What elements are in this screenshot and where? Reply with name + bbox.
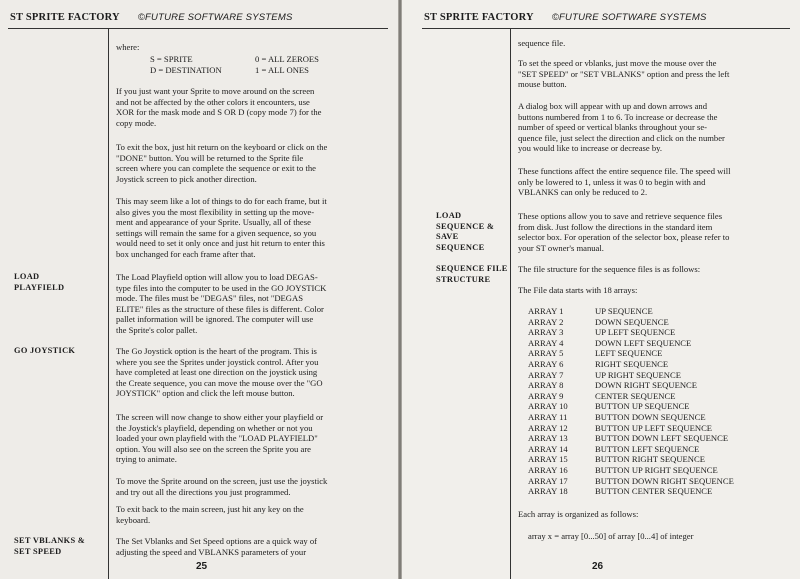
paragraph: These functions affect the entire sequence file. The speed will only be lowered to 1, unless it was 0 to begin with and VBLANKS can only be reduced to 2. — [518, 166, 731, 198]
legend-key: S = SPRITE — [150, 54, 193, 64]
array-description: DOWN RIGHT SEQUENCE — [595, 380, 698, 391]
array-row — [518, 338, 734, 349]
array-name: ARRAY 14 — [528, 443, 568, 454]
array-description: BUTTON LEFT SEQUENCE — [595, 443, 700, 454]
array-description: UP LEFT SEQUENCE — [595, 327, 676, 338]
running-header — [10, 12, 292, 23]
array-name: ARRAY 12 — [528, 422, 568, 433]
array-row — [518, 412, 734, 423]
column-rule — [108, 28, 109, 579]
array-row — [518, 476, 734, 487]
array-description: BUTTON UP RIGHT SEQUENCE — [595, 464, 718, 475]
header-rule — [8, 28, 388, 29]
sidehead-load-save-sequence: LOAD SEQUENCE & SAVE SEQUENCE — [436, 211, 495, 252]
array-row — [518, 465, 734, 476]
column-rule — [510, 28, 511, 579]
legend-value: 0 = ALL ZEROES — [255, 54, 319, 64]
array-description: LEFT SEQUENCE — [595, 348, 663, 359]
paragraph: The Set Vblanks and Set Speed options are a quick way of adjusting the speed and VBLANKS parameters of your — [116, 536, 318, 557]
array-description: BUTTON DOWN SEQUENCE — [595, 411, 706, 422]
array-row — [518, 380, 734, 391]
paragraph: Each array is organized as follows: — [518, 509, 639, 519]
paragraph: To exit the box, just hit return on the keyboard or click on the "DONE" button. You will be returned to the Sprite file screen where you can complete the sequence or exit to the Joystick screen to pick another direction. — [116, 142, 328, 184]
array-name: ARRAY 7 — [528, 369, 564, 380]
array-description: DOWN LEFT SEQUENCE — [595, 337, 692, 348]
array-row — [518, 444, 734, 455]
array-name: ARRAY 2 — [528, 316, 564, 327]
array-name: ARRAY 17 — [528, 475, 568, 486]
running-header — [424, 12, 706, 23]
array-name: ARRAY 4 — [528, 337, 564, 348]
paragraph: The Load Playfield option will allow you to load DEGAS- type files into the computer to be used in the GO JOYSTICK mode. The files must be "DEGAS" files, not "DEGAS ELITE" files as the structure of these files is different. Color pallet information will be ignored. The computer will use the Sprite's color pallet. — [116, 272, 327, 335]
paragraph: The Go Joystick option is the heart of the program. This is where you see the Sprites under joystick control. After you have completed at least one direction on the joystick using the Create sequence, you can move the mouse over the "GO JOYSTICK" option and click the left mouse button. — [116, 346, 323, 399]
array-name: ARRAY 9 — [528, 390, 564, 401]
header-title: ST SPRITE FACTORY — [424, 12, 534, 23]
array-description: BUTTON RIGHT SEQUENCE — [595, 454, 705, 465]
array-description: CENTER SEQUENCE — [595, 390, 676, 401]
array-description: UP RIGHT SEQUENCE — [595, 369, 681, 380]
array-table — [518, 306, 734, 497]
page-number: 26 — [592, 561, 604, 572]
header-rule — [422, 28, 790, 29]
sidehead-go-joystick: GO JOYSTICK — [14, 346, 76, 355]
array-description: UP SEQUENCE — [595, 306, 653, 316]
array-description: DOWN SEQUENCE — [595, 316, 669, 327]
where-legend — [150, 54, 319, 75]
sidehead-set-vblanks: SET VBLANKS & SET SPEED — [14, 536, 86, 556]
paragraph: This may seem like a lot of things to do for each frame, but it also gives you the most flexibility in setting up the move- ment and appearance of your Sprite. Usually, all of these settings will remain the same for a given sequence, so you would need to set it only once and just hit return to enter this box unchanged for each frame after that. — [116, 196, 327, 259]
paragraph: To exit back to the main screen, just hit any key on the keyboard. — [116, 504, 304, 525]
array-row — [518, 306, 734, 317]
array-description: RIGHT SEQUENCE — [595, 358, 669, 369]
array-row — [518, 348, 734, 359]
array-row — [518, 391, 734, 402]
array-description: BUTTON DOWN RIGHT SEQUENCE — [595, 475, 734, 486]
paragraph: sequence file. — [518, 38, 566, 48]
header-company: ©FUTURE SOFTWARE SYSTEMS — [551, 12, 707, 23]
page-number: 25 — [196, 561, 208, 572]
array-row — [518, 327, 734, 338]
array-name: ARRAY 11 — [528, 411, 568, 422]
array-name: ARRAY 6 — [528, 358, 564, 369]
array-description: BUTTON CENTER SEQUENCE — [595, 486, 713, 497]
legend-key: D = DESTINATION — [150, 64, 222, 75]
array-row — [518, 317, 734, 328]
array-description: BUTTON UP LEFT SEQUENCE — [595, 422, 713, 433]
array-definition: array x = array [0...50] of array [0...4] of integer — [528, 531, 694, 541]
array-name: ARRAY 1 — [528, 306, 564, 316]
array-name: ARRAY 13 — [528, 433, 568, 444]
paragraph: To set the speed or vblanks, just move the mouse over the "SET SPEED" or "SET VBLANKS" option and press the left mouse button. — [518, 58, 730, 90]
array-name: ARRAY 3 — [528, 327, 564, 338]
where-label: where: — [116, 42, 140, 52]
paragraph: The file structure for the sequence files is as follows: — [518, 264, 701, 274]
array-row — [518, 359, 734, 370]
array-row — [518, 486, 734, 497]
array-name: ARRAY 8 — [528, 380, 564, 391]
array-name: ARRAY 18 — [528, 486, 568, 497]
array-row — [518, 370, 734, 381]
paragraph: The screen will now change to show either your playfield or the Joystick's playfield, depending on whether or not you loaded your own playfield with the "LOAD PLAYFIELD" option. You will also see on the screen the Sprite you are trying to animate. — [116, 412, 324, 465]
paragraph: A dialog box will appear with up and down arrows and buttons numbered from 1 to 6. To increase or decrease the number of speed or vertical blanks throughout your se- quence file, just select the direction and click on the number you would like to increase or decrease by. — [518, 101, 725, 154]
array-name: ARRAY 16 — [528, 464, 568, 475]
array-name: ARRAY 10 — [528, 401, 568, 412]
paragraph: To move the Sprite around on the screen, just use the joystick and try out all the directions you just programmed. — [116, 476, 328, 497]
paragraph: If you just want your Sprite to move around on the screen and not be affected by the other colors it encounters, use XOR for the mask mode and S OR D (copy mode 7) for the copy mode. — [116, 86, 322, 128]
array-row — [518, 454, 734, 465]
right-page — [402, 0, 800, 579]
array-row — [518, 433, 734, 444]
array-description: BUTTON DOWN LEFT SEQUENCE — [595, 433, 729, 444]
array-name: ARRAY 15 — [528, 454, 568, 465]
array-name: ARRAY 5 — [528, 348, 564, 359]
legend-value: 1 = ALL ONES — [255, 64, 309, 75]
paragraph: These options allow you to save and retrieve sequence files from disk. Just follow the directions in the standard item selector box. For operation of the selector box, please refer to your ST owner's manual. — [518, 211, 730, 253]
array-description: BUTTON UP SEQUENCE — [595, 401, 690, 412]
left-page — [0, 0, 398, 579]
sidehead-sequence-file-structure: SEQUENCE FILE STRUCTURE — [436, 264, 508, 284]
paragraph: The File data starts with 18 arrays: — [518, 285, 638, 295]
header-company: ©FUTURE SOFTWARE SYSTEMS — [137, 12, 293, 23]
sidehead-load-playfield: LOAD PLAYFIELD — [14, 272, 65, 292]
array-row — [518, 423, 734, 434]
header-title: ST SPRITE FACTORY — [10, 12, 120, 23]
array-row — [518, 401, 734, 412]
